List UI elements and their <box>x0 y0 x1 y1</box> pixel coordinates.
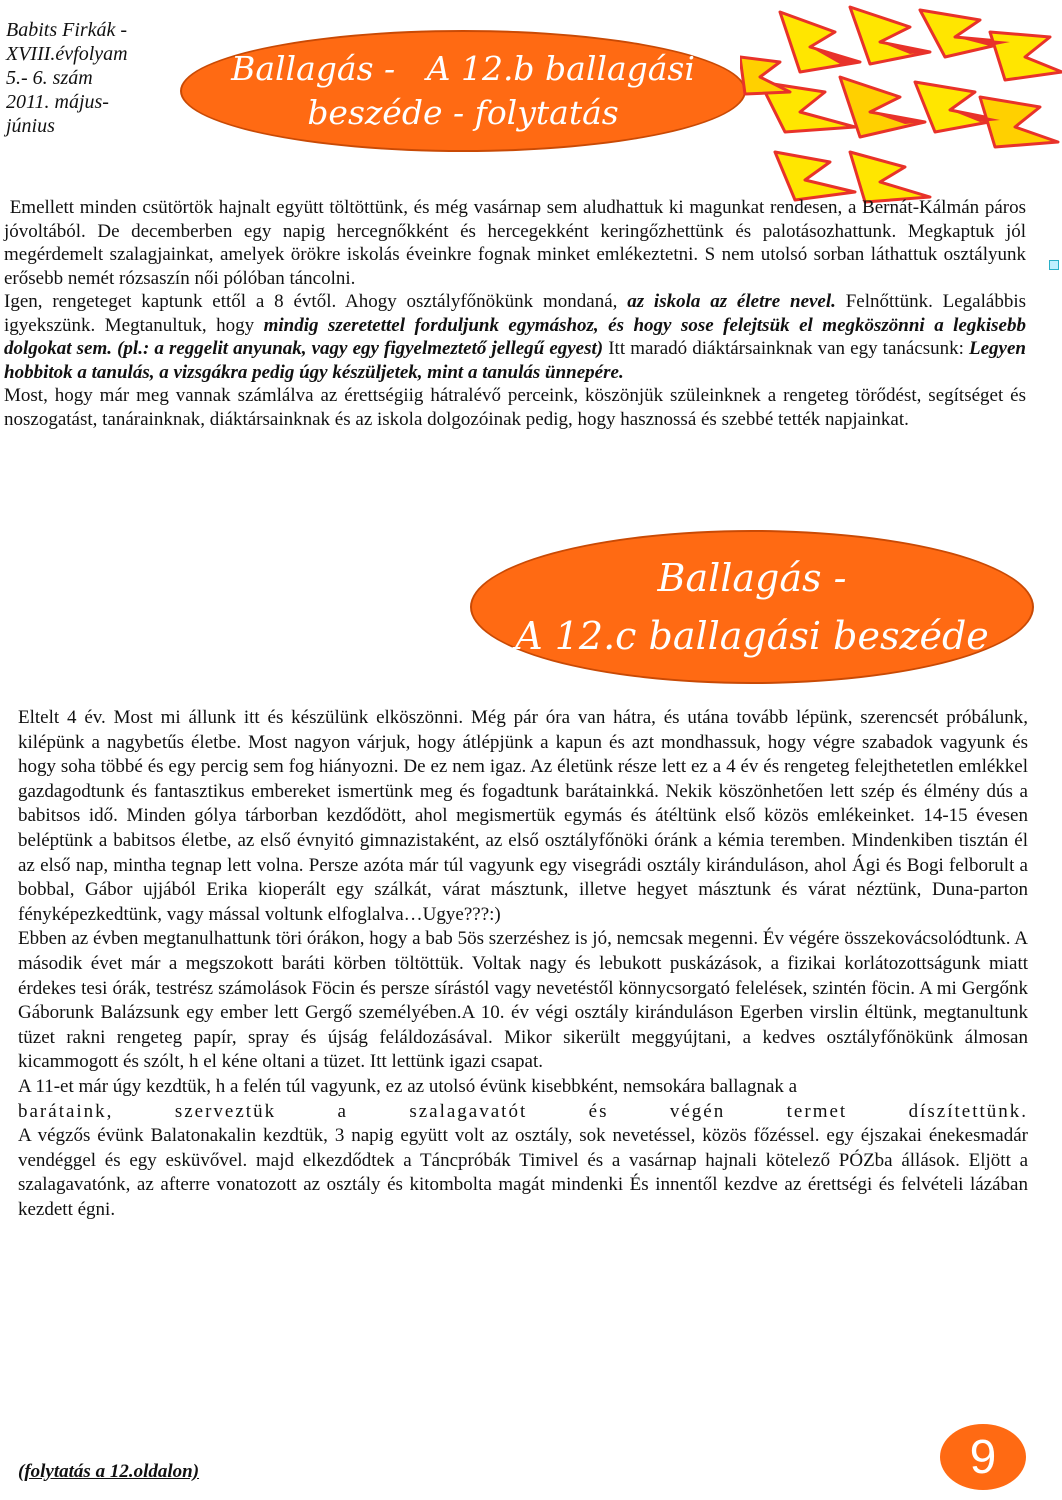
title-line: Ballagás - <box>657 556 847 600</box>
masthead-line: 2011. május- <box>6 91 109 113</box>
paragraph: A végzős évünk Balatonakalin kezdtük, 3 napig együtt volt az osztály, sok nevetéssel, közös főzéssel. egy éjszakai énekesmadár vendéggel és egy esküvővel. majd elkezdődtek a Táncpróbák Timivel és a vasárnap hajnali kötelező PÓZba állások. Eljött a szalagavatónk, az afterre vonatozott az osztály és kitombolta magát mindenki És innentől kezdve az érettségi és felvételi lázában kezdett égni. <box>18 1125 1028 1220</box>
emphasis-text: mindig szeretettel forduljunk egymáshoz, és hogy sose felejtsük el megköszönni a legkisebb dolgokat sem. (pl.: a reggelit anyunak, vagy egy figyelmeztető jellegű egyest) <box>4 314 1026 359</box>
article-title-12c <box>470 530 1034 684</box>
article-title-12b <box>180 30 746 152</box>
flame-decoration-icon <box>740 2 1062 212</box>
text-run: Itt maradó diáktársainknak van egy tanácsunk: <box>603 338 970 359</box>
masthead-line: 5.- 6. szám <box>6 67 93 89</box>
text-run: Felnőttünk. Legalábbis igyekszünk. Megtanultuk, hogy <box>4 291 1026 336</box>
emphasis-text: Legyen hobbitok a tanulás, a vizsgákra pedig úgy készüljetek, mint a tanulás ünnepére. <box>4 338 1026 383</box>
masthead-line: Babits Firkák - <box>6 19 128 41</box>
masthead <box>6 18 166 138</box>
square-marker-icon <box>1049 260 1059 270</box>
paragraph: barátaink, szerveztük a szalagavatót és végén termet díszítettünk. <box>18 1100 1028 1122</box>
paragraph: Eltelt 4 év. Most mi állunk itt és készülünk elköszönni. Még pár óra van hátra, és utána tovább lépünk, szerencsét próbálunk, kilépünk a nagybetűs életbe. Most nagyon várjuk, hogy átlépjünk a kapun és azt mondhassuk, hogy végre szabadok vagyunk és hogy soha többé és egy percig sem fog hiányozni. De ez nem igaz. Az életünk része lett ez a 4 év és rengeteg felejthetetlen emlékkel gazdagodtunk és fantasztikus embereket ismertünk meg és fogadtunk barátainkká. Nekik köszönhetően lett szép és élmény dús a babitsos idő. Minden gólya tárborban kezdődött, ahol megismertük egymás és átéltünk első közös emlékeinket. 14-15 évesen beléptünk a babitsos életbe, az első évnyitó gimnazistaként, az első osztályfőnöki óránk a kémia teremben. Mindenkiben tisztán él az első nap, mintha tegnap lett volna. Persze azóta már túl vagyunk egy visegrádi osztály kiránduláson, ahol Ági és Bogi felborult a bobbal, Gábor ujjából Erika kioperált egy szálkát, várat másztunk, illetve hegyet másztunk és várat néztünk, Duna-parton fényképezkedtünk, vagy mással voltunk elfoglalva…Ugye???:) <box>18 707 1028 925</box>
title-line: beszéde - folytatás <box>307 93 619 132</box>
title-line: Ballagás - A 12.b ballagási <box>231 49 695 88</box>
text-run: Igen, rengeteget kaptunk ettől a 8 évtől. Ahogy osztályfőnökünk mondaná, <box>4 291 628 312</box>
paragraph: A 11-et már úgy kezdtük, h a felén túl vagyunk, ez az utolsó évünk kisebbként, nemsokára ballagnak a <box>18 1075 798 1097</box>
masthead-line: XVIII.évfolyam <box>6 43 128 65</box>
masthead-line: június <box>6 115 55 137</box>
emphasis-text: az iskola az életre nevel. <box>627 291 836 312</box>
article-12b-body <box>4 196 1031 431</box>
continuation-link[interactable]: (folytatás a 12.oldalon) <box>18 1461 200 1482</box>
paragraph: Ebben az évben megtanulhattunk töri órákon, hogy a bab 5ös szerzéshez is jó, nemcsak megenni. Év végére összekovácsolódtunk. A második évet már a megszokott baráti körben töltöttük. Voltak nagy és lebukott puskázások, a fizikai korlátozottságunk miatt érdekes tesi órák, testrész számolások Föcin és persze sírástól vagy nevetéstől könnycsorgató felelések, szintén föcin. A mi Gergőnk Gáborunk Balázsunk egy ember lett Gergő személyében.A 10. év végi osztály kiránduláson Egerben virslin éltünk, megtanultunk tüzet rakni rengeteg papír, spray és újság feláldozásával. Mikor sikerült meggyújtani, a kedves osztályfőnökünk álmosan kicammogott és szólt, h el kéne oltani a tüzet. Itt lettünk igazi csapat. <box>18 928 1028 1073</box>
paragraph <box>4 290 1026 384</box>
paragraph: Emellett minden csütörtök hajnalt együtt töltöttünk, és még vasárnap sem aludhattuk ki magunkat rendesen, a Bernát-Kálmán páros jóvoltából. De decemberben egy napig hercegnőkként és hercegekként keringőzhettünk és palotásozhattunk. Megkaptuk jól megérdemelt szalagjainkat, amelyek örökre iskolás éveinkre fognak minket emlékeztetni. S nem utolsó sorban láthattuk osztályunk erősebb nemét rózsaszín női pólóban táncolni. <box>4 197 1031 289</box>
article-12c-body <box>18 706 1028 1222</box>
title-line: A 12.c ballagási beszéde <box>515 614 989 658</box>
paragraph: Most, hogy már meg vannak számlálva az érettségiig hátralévő perceink, köszönjük szüleinknek a rengeteg törődést, segítséget és noszogatást, tanárainknak, diáktársainknak és az iskola dolgozóinak pedig, hogy hasznossá és szebbé tették napjainkat. <box>4 385 1026 430</box>
page-number: 9 <box>940 1424 1026 1490</box>
